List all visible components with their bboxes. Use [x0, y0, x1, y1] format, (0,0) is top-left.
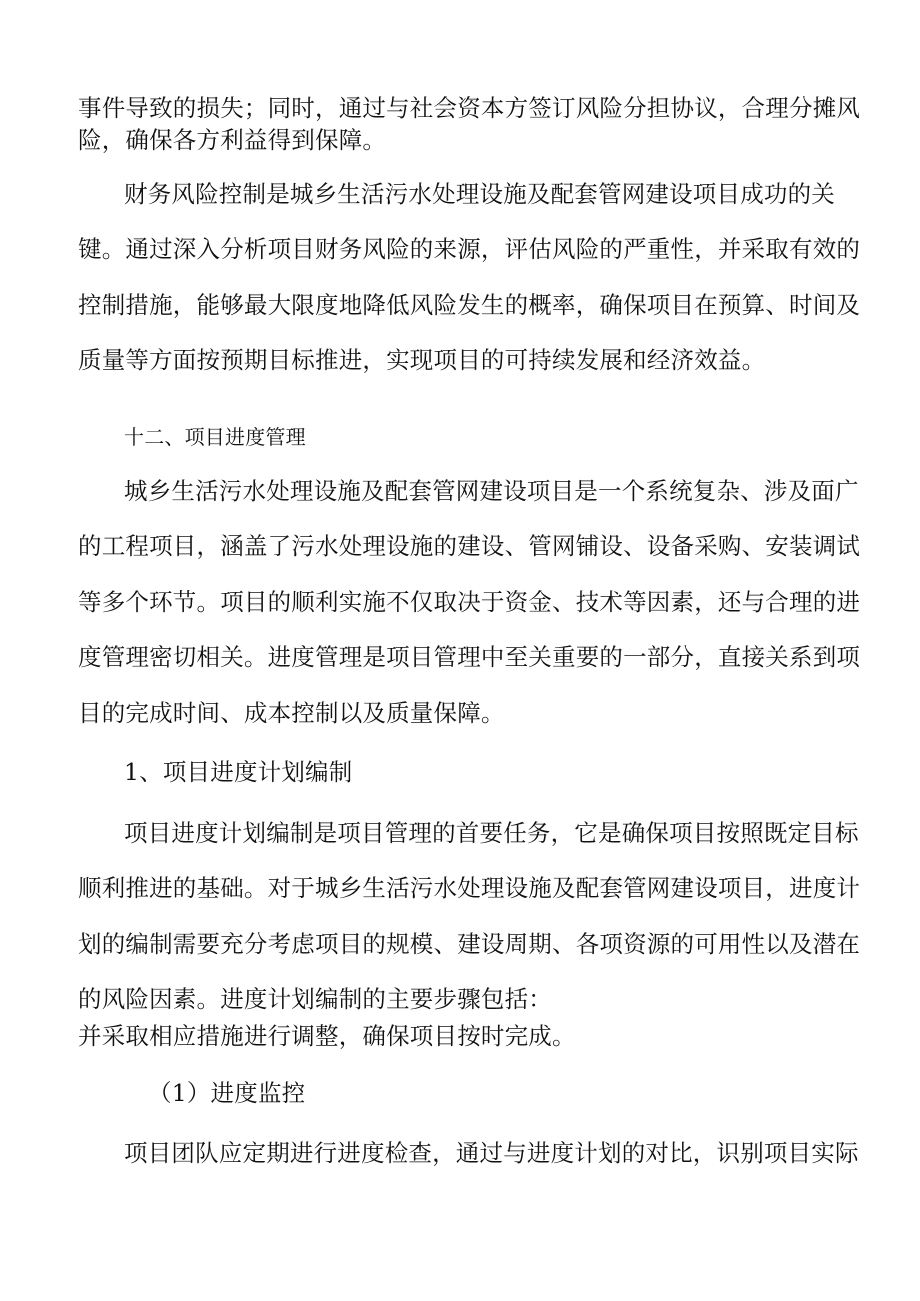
paragraph-line: 并采取相应措施进行调整，确保项目按时完成。	[78, 1022, 576, 1050]
paragraph-line: 键。通过深入分析项目财务风险的来源，评估风险的严重性，并采取有效的	[78, 235, 861, 263]
subsection-heading: 1、项目进度计划编制	[124, 758, 353, 786]
paragraph-line: 险，确保各方利益得到保障。	[78, 126, 387, 154]
paragraph-line: 质量等方面按预期目标推进，实现项目的可持续发展和经济效益。	[78, 346, 766, 374]
subsection-heading: （1）进度监控	[148, 1079, 306, 1107]
paragraph-line: 的工程项目，涵盖了污水处理设施的建设、管网铺设、设备采购、安装调试	[78, 532, 861, 560]
section-heading: 十二、项目进度管理	[124, 425, 306, 449]
paragraph-line: 项目进度计划编制是项目管理的首要任务，它是确保项目按照既定目标	[124, 819, 859, 847]
paragraph-line: 划的编制需要充分考虑项目的规模、建设周期、各项资源的可用性以及潜在	[78, 930, 861, 958]
paragraph-line: 的风险因素。进度计划编制的主要步骤包括：	[78, 985, 552, 1013]
paragraph-line: 财务风险控制是城乡生活污水处理设施及配套管网建设项目成功的关	[124, 180, 835, 208]
paragraph-line: 事件导致的损失；同时，通过与社会资本方签订风险分担协议，合理分摊风	[78, 94, 861, 122]
paragraph-line: 目的完成时间、成本控制以及质量保障。	[78, 699, 505, 727]
paragraph-line: 控制措施，能够最大限度地降低风险发生的概率，确保项目在预算、时间及	[78, 291, 861, 319]
paragraph-line: 等多个环节。项目的顺利实施不仅取决于资金、技术等因素，还与合理的进	[78, 588, 861, 616]
paragraph-line: 城乡生活污水处理设施及配套管网建设项目是一个系统复杂、涉及面广	[124, 477, 859, 505]
paragraph-line: 项目团队应定期进行进度检查，通过与进度计划的对比，识别项目实际	[124, 1139, 859, 1167]
paragraph-line: 度管理密切相关。进度管理是项目管理中至关重要的一部分，直接关系到项	[78, 643, 861, 671]
paragraph-line: 顺利推进的基础。对于城乡生活污水处理设施及配套管网建设项目，进度计	[78, 874, 861, 902]
